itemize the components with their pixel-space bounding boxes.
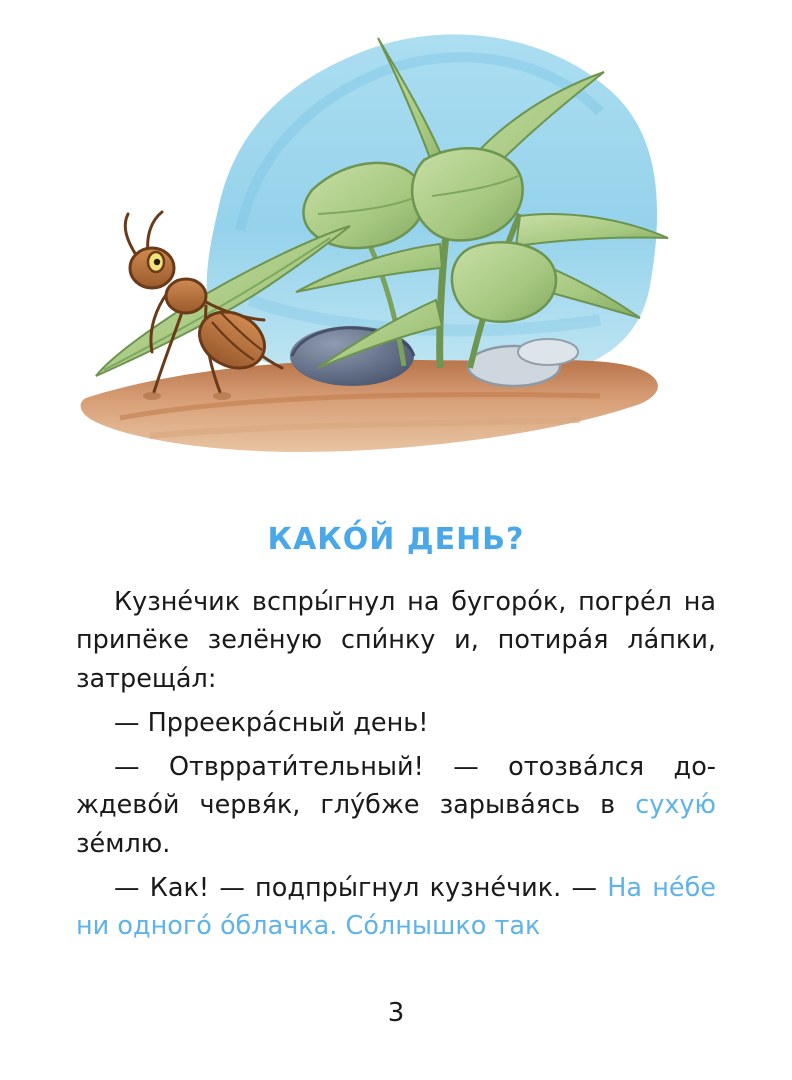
paragraph-1 bbox=[76, 583, 716, 698]
paragraph-4-lead: — Как! — подпры́гнул кузне́чик. — bbox=[114, 872, 608, 903]
story-title-text: КАКО́Й ДЕНЬ? bbox=[267, 522, 525, 557]
paragraph-2-text: — Прреекра́сный день! bbox=[114, 707, 429, 738]
paragraph-4 bbox=[76, 869, 716, 946]
illustration-ant-on-ground bbox=[0, 0, 792, 500]
paragraph-3-tail: зе́млю. bbox=[76, 828, 171, 859]
paragraph-1-text: Кузне́чик вспры́гнул на бугоро́к, погре́л на припёке зелёную спи́нку и, потира́я ла́пки, затреща́л: bbox=[76, 587, 716, 694]
paragraph-2 bbox=[76, 704, 716, 742]
paragraph-3-accent: сухую́ bbox=[635, 790, 716, 821]
paragraph-4-accent: На не́бе ни одного́ о́блачка. Со́лнышко так bbox=[76, 872, 716, 941]
page-title bbox=[76, 522, 716, 557]
story-text bbox=[76, 500, 716, 1080]
paragraph-3-lead: — Отвррати́тельный! — отозва́лся до-ждево́й червя́к, глу́бже зарыва́ясь в bbox=[76, 752, 716, 821]
page-number: 3 bbox=[387, 998, 405, 1028]
paragraph-3 bbox=[76, 748, 716, 863]
